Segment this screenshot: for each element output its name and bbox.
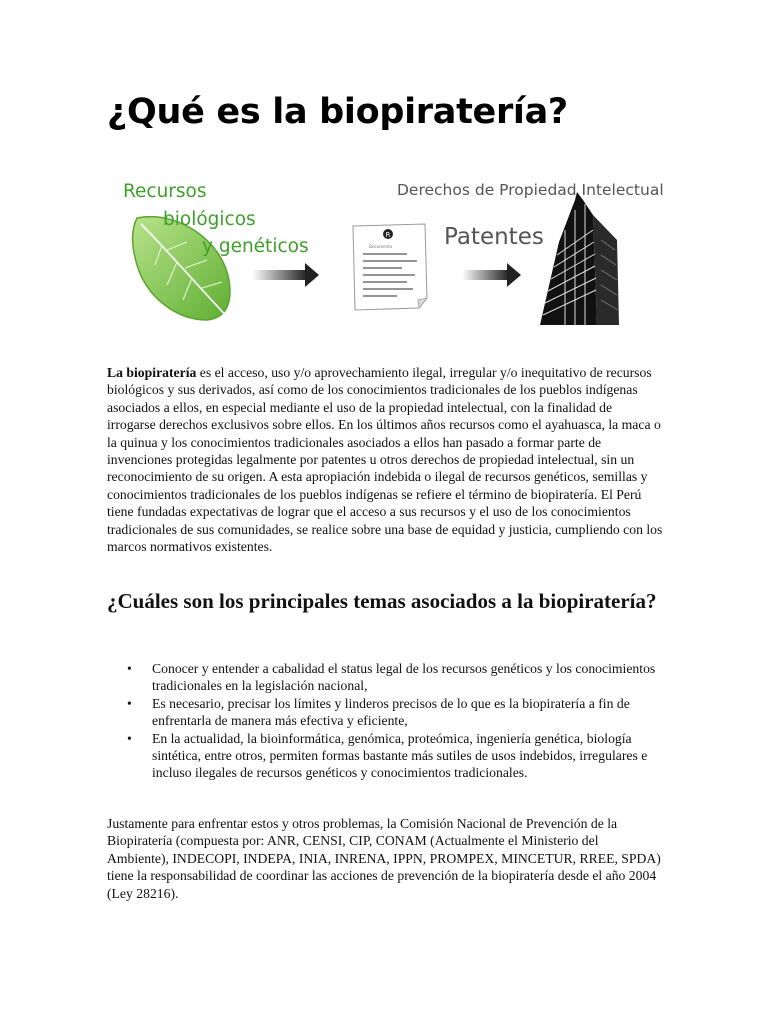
page-title: ¿Qué es la biopiratería? — [107, 92, 568, 132]
leaf-icon — [133, 217, 233, 322]
section-heading: ¿Cuáles son los principales temas asociados a la biopiratería? — [107, 589, 657, 613]
list-item-text: En la actualidad, la bioinformática, genómica, proteómica, ingeniería genética, biología sintética, entre otros, permiten formas bastante más sutiles de usos indebidos, irregulares e incluso ilegales de recursos genéticos y conocimientos tradicionales. — [152, 730, 648, 781]
list-item — [107, 730, 663, 782]
document-label: Documento — [369, 244, 393, 249]
intro-lead: La biopiratería — [107, 365, 197, 380]
bullet-marker: • — [127, 695, 132, 711]
list-item-text: Conocer y entender a cabalidad el status legal de los recursos genéticos y los conocimientos tradicionales en la legislación nacional, — [152, 661, 656, 694]
patentes-label: Patentes — [444, 224, 544, 250]
intro-text: es el acceso, uso y/o aprovechamiento ilegal, irregular y/o inequitativo de recursos biológicos y sus derivados, así como de los conocimientos tradicionales de los pueblos indígenas asociados a ellos, en especial mediante el uso de la propiedad intelectual, con la finalidad de irrogarse derechos exclusivos sobre ellos. En los últimos años recursos como el ayahuasca, la maca o la quinua y los conocimientos tradicionales asociados a ellos han pasado a formar parte de invenciones protegidas legalmente por patentes u otros derechos de propiedad intelectual, sin un reconocimiento de su origen. A esta apropiación indebida o ilegal de recursos genéticos, semillas y conocimientos tradicionales de los pueblos indígenas se refiere el término de biopiratería. El Perú tiene fundadas expectativas de lograr que el acceso a sus recursos y el uso de los conocimientos tradicionales de sus comunidades, se realice sobre una base de equidad y justicia, cumpliendo con los marcos normativos existentes. — [107, 365, 663, 555]
intro-paragraph — [107, 364, 663, 555]
recursos-label-line2: biológicos — [163, 209, 256, 230]
arrow-icon — [252, 263, 319, 287]
list-item — [107, 695, 663, 730]
recursos-label-line3: y genéticos — [202, 236, 309, 257]
list-item-text: Es necesario, precisar los límites y linderos precisos de lo que es la biopiratería a fin de enfrentarla de manera más efectiva y eficiente, — [152, 695, 630, 729]
closing-paragraph: Justamente para enfrentar estos y otros problemas, la Comisión Nacional de Prevención de la Biopiratería (compuesta por: ANR, CENSI, CIP, CONAM (Actualmente el Ministerio del Ambiente), INDECOPI, INDEPA, INIA, INRENA, IPPN, PROMPEX, MINCETUR, RREE, SPDA) tiene la responsabilidad de coordinar las acciones de prevención de la biopiratería desde el año 2004 (Ley 28216). — [107, 816, 661, 901]
building-icon — [540, 192, 619, 325]
biopiracy-diagram — [107, 170, 663, 330]
recursos-label-line1: Recursos — [123, 181, 207, 202]
bullet-marker: • — [127, 661, 132, 676]
bullet-marker: • — [127, 730, 132, 746]
document-icon — [353, 224, 427, 310]
arrow-icon — [462, 263, 521, 287]
svg-text:R: R — [385, 231, 391, 239]
derechos-label: Derechos de Propiedad Intelectual — [397, 181, 664, 199]
list-item — [107, 660, 663, 695]
topics-list — [107, 660, 663, 782]
